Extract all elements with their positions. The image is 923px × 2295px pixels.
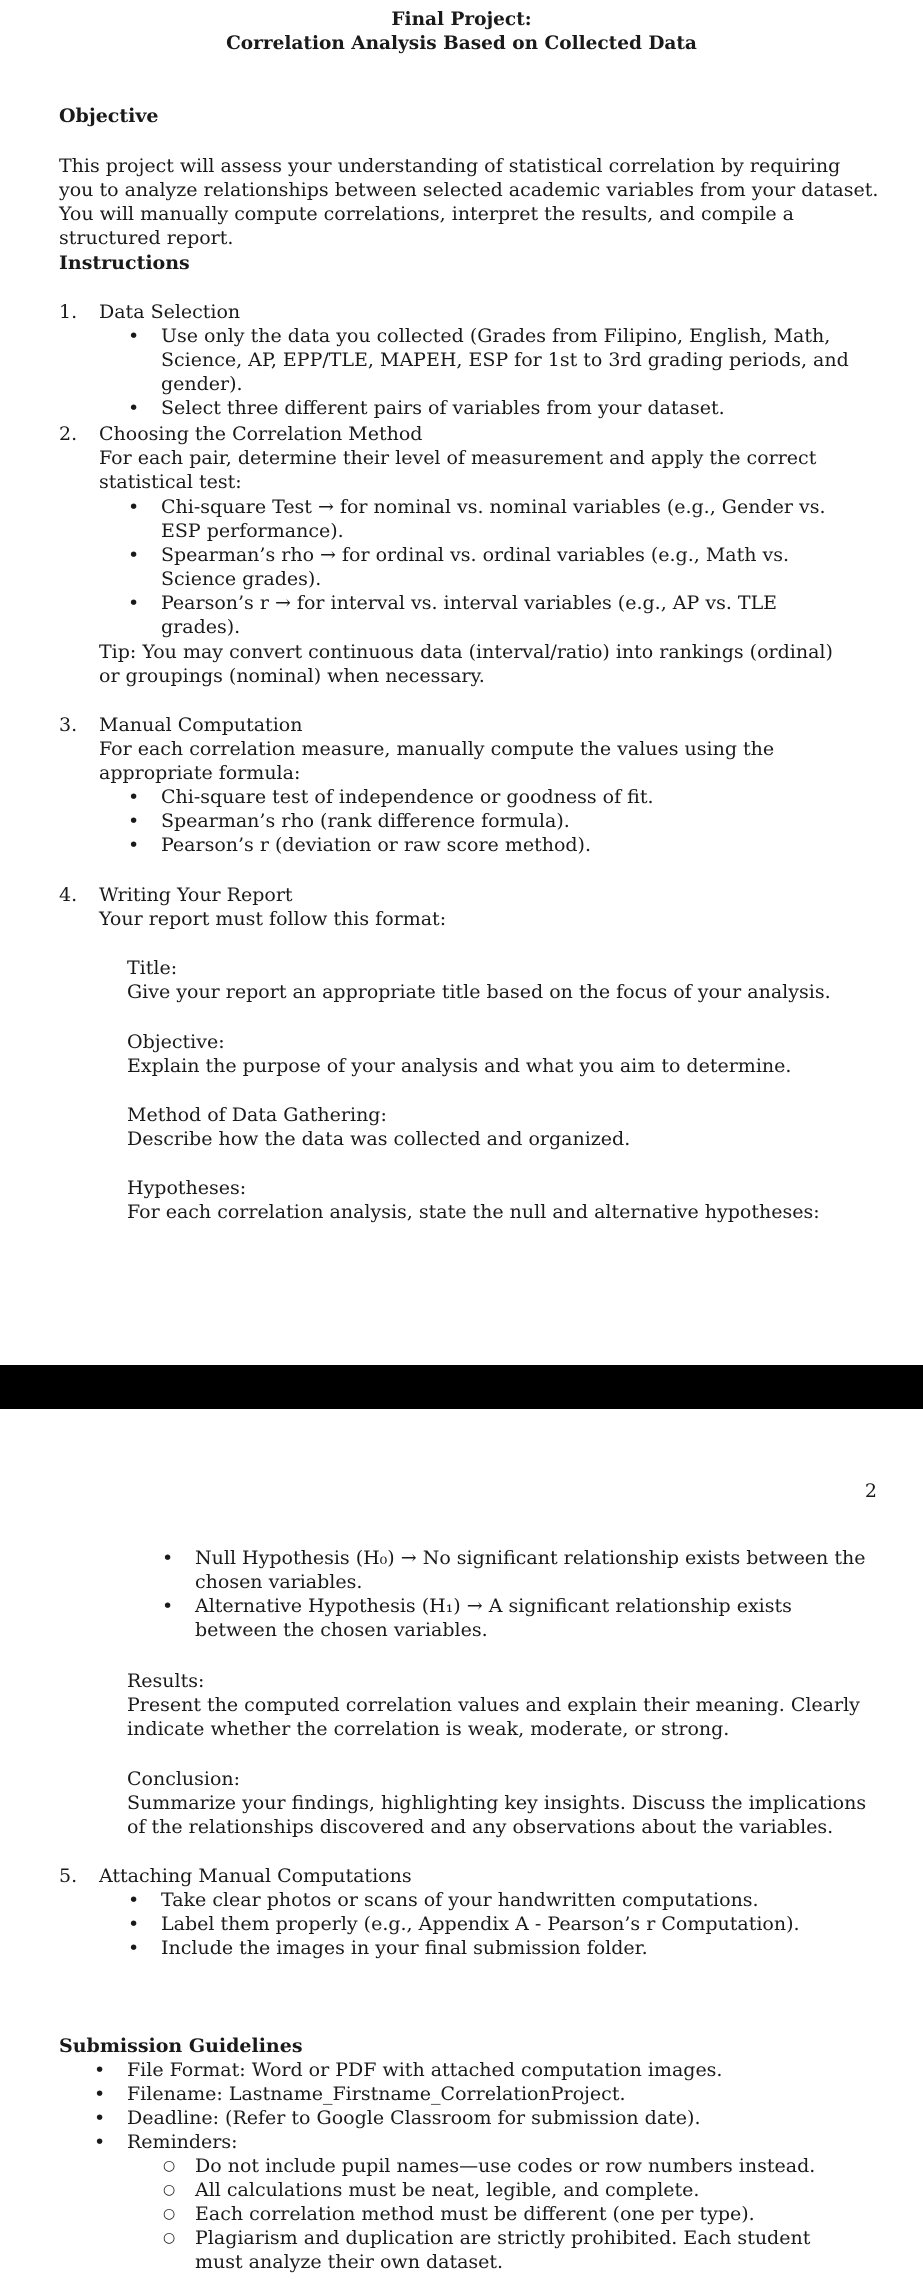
item1-title: Data Selection bbox=[99, 301, 241, 323]
page-2 bbox=[0, 1409, 923, 2295]
submission-heading: Submission Guidelines bbox=[59, 2035, 303, 2057]
list-item: • Deadline: (Refer to Google Classroom for submission date). bbox=[127, 2106, 887, 2130]
reminders-list bbox=[195, 2154, 835, 2274]
list-item: • Chi-square Test → for nominal vs. nominal variables (e.g., Gender vs. ESP performance). bbox=[161, 495, 851, 543]
list-item: • File Format: Word or PDF with attached computation images. bbox=[127, 2058, 887, 2082]
list-item: • Pearson’s r → for interval vs. interval variables (e.g., AP vs. TLE grades). bbox=[161, 591, 851, 639]
list-item: ○ Do not include pupil names—use codes or row numbers instead. bbox=[195, 2154, 835, 2178]
item3-number: 3. bbox=[59, 714, 78, 736]
list-item: • Reminders: bbox=[127, 2130, 887, 2154]
list-item: ○ Plagiarism and duplication are strictly prohibited. Each student must analyze their own dataset. bbox=[195, 2226, 835, 2274]
item1-bullets bbox=[161, 324, 881, 420]
report-title-label: Title: bbox=[127, 957, 178, 979]
list-item: • Spearman’s rho (rank difference formula). bbox=[161, 809, 851, 833]
list-item: • Filename: Lastname_Firstname_CorrelationProject. bbox=[127, 2082, 887, 2106]
item2-number: 2. bbox=[59, 423, 78, 445]
item4-number: 4. bbox=[59, 884, 78, 906]
list-item: • Take clear photos or scans of your handwritten computations. bbox=[161, 1888, 881, 1912]
report-objective-label: Objective: bbox=[127, 1031, 225, 1053]
list-item: • Alternative Hypothesis (H₁) → A significant relationship exists between the chosen variables. bbox=[195, 1594, 875, 1642]
list-item: • Include the images in your final submission folder. bbox=[161, 1936, 881, 1960]
list-item: • Spearman’s rho → for ordinal vs. ordinal variables (e.g., Math vs. Science grades). bbox=[161, 543, 851, 591]
report-objective-text: Explain the purpose of your analysis and what you aim to determine. bbox=[127, 1055, 792, 1077]
item1-number: 1. bbox=[59, 301, 78, 323]
item2-tip: Tip: You may convert continuous data (interval/ratio) into rankings (ordinal) or groupings (nominal) when necessary. bbox=[99, 641, 833, 687]
list-item: ○ All calculations must be neat, legible, and complete. bbox=[195, 2178, 835, 2202]
list-item: • Null Hypothesis (H₀) → No significant relationship exists between the chosen variables. bbox=[195, 1546, 875, 1594]
submission-bullets bbox=[127, 2058, 887, 2154]
report-title-text: Give your report an appropriate title based on the focus of your analysis. bbox=[127, 981, 831, 1003]
list-item: • Select three different pairs of variables from your dataset. bbox=[161, 396, 881, 420]
page-separator bbox=[0, 1365, 923, 1409]
report-hypotheses-text: For each correlation analysis, state the null and alternative hypotheses: bbox=[127, 1201, 820, 1223]
item2-intro: For each pair, determine their level of measurement and apply the correct statistical test: bbox=[99, 447, 817, 493]
document-title-line1: Final Project: bbox=[391, 9, 532, 30]
conclusion-text: Summarize your findings, highlighting key insights. Discuss the implications of the relationships discovered and any observations about the variables. bbox=[127, 1792, 867, 1838]
hypotheses-bullets bbox=[195, 1546, 875, 1642]
item5-number: 5. bbox=[59, 1865, 78, 1887]
list-item: • Label them properly (e.g., Appendix A - Pearson’s r Computation). bbox=[161, 1912, 881, 1936]
item4-title: Writing Your Report bbox=[99, 884, 293, 906]
report-method-label: Method of Data Gathering: bbox=[127, 1104, 387, 1126]
item4-intro: Your report must follow this format: bbox=[99, 908, 447, 930]
item5-bullets bbox=[161, 1888, 881, 1960]
list-item: • Chi-square test of independence or goodness of fit. bbox=[161, 785, 851, 809]
list-item: • Pearson’s r (deviation or raw score method). bbox=[161, 833, 851, 857]
instructions-heading: Instructions bbox=[59, 252, 190, 274]
item5-title: Attaching Manual Computations bbox=[99, 1865, 412, 1887]
results-text: Present the computed correlation values and explain their meaning. Clearly indicate whether the correlation is weak, moderate, or strong. bbox=[127, 1694, 860, 1740]
item2-bullets bbox=[161, 495, 851, 639]
results-label: Results: bbox=[127, 1670, 205, 1692]
document-title-line2: Correlation Analysis Based on Collected Data bbox=[226, 33, 697, 54]
objective-heading: Objective bbox=[59, 105, 159, 127]
item2-title: Choosing the Correlation Method bbox=[99, 423, 423, 445]
item3-title: Manual Computation bbox=[99, 714, 303, 736]
page-number: 2 bbox=[864, 1480, 877, 1502]
list-item: • Use only the data you collected (Grades from Filipino, English, Math, Science, AP, EPP/TLE, MAPEH, ESP for 1st to 3rd grading periods, and gender). bbox=[161, 324, 881, 396]
list-item: ○ Each correlation method must be different (one per type). bbox=[195, 2202, 835, 2226]
objective-text: This project will assess your understanding of statistical correlation by requiring you to analyze relationships between selected academic variables from your dataset. You will manually compute correlations, interpret the results, and compile a structured report. bbox=[59, 155, 879, 249]
report-hypotheses-label: Hypotheses: bbox=[127, 1177, 247, 1199]
report-method-text: Describe how the data was collected and organized. bbox=[127, 1128, 631, 1150]
item3-bullets bbox=[161, 785, 851, 857]
conclusion-label: Conclusion: bbox=[127, 1768, 241, 1790]
item3-intro: For each correlation measure, manually compute the values using the appropriate formula: bbox=[99, 738, 775, 784]
